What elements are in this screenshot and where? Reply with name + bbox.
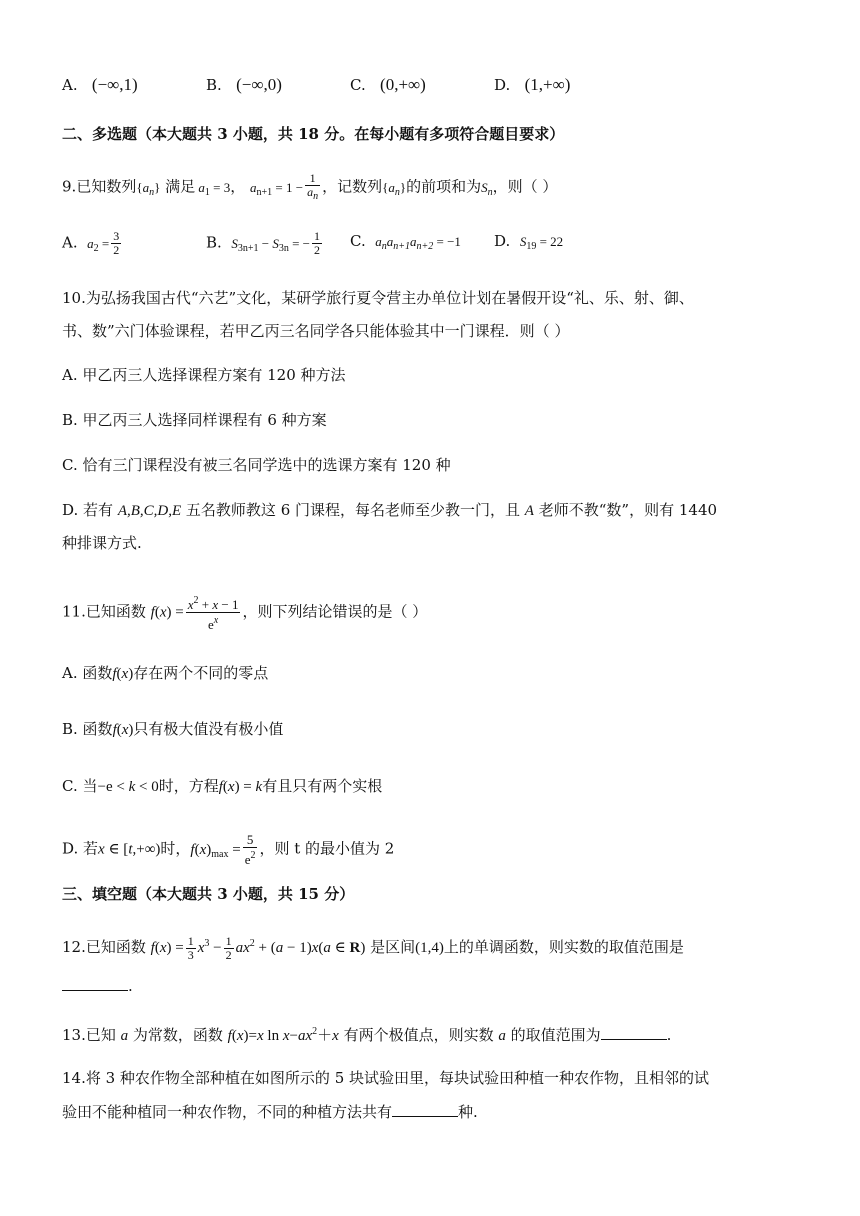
q14-stem-line1: 14.将 3 种农作物全部种植在如图所示的 5 块试验田里，每块试验田种植一种农作物，且相邻的试 <box>62 1069 710 1087</box>
q10-option-d-line2: 种排课方式. <box>62 534 142 552</box>
section-2-title: 二、多选题（本大题共 3 小题，共 18 分。在每小题有多项符合题目要求） <box>62 125 565 143</box>
section-3-title: 三、填空题（本大题共 3 小题，共 15 分） <box>62 885 355 903</box>
q11-option-b: B. 函数f(x)只有极大值没有极小值 <box>62 720 284 738</box>
q14-stem-line2: 验田不能种植同一种农作物，不同的种植方法共有 种. <box>62 1103 478 1121</box>
q13-answer-blank[interactable] <box>601 1025 667 1040</box>
q13-stem: 13.已知 a 为常数，函数 f(x)=x $\ln x-ax^2+x$ 有两个极值点，则实数 a 的取值范围为 . <box>62 1026 672 1044</box>
q10-option-b: B. 甲乙丙三人选择同样课程有 6 种方案 <box>62 411 327 429</box>
q8-option-b: B. (−∞,0) <box>206 75 282 94</box>
q11-option-a: A. 函数f(x)存在两个不同的零点 <box>62 664 269 682</box>
q9-option-d: D. $S_{19} = 22$ <box>494 232 564 252</box>
q12-stem: 12.已知函数 f(x) = $\frac{1}{3}$ $x^3$ − $\frac{1}{2}$ $ax^2 + (a - 1)x(a$ ∈ R) 是区间(1,4)上的单调函数，则实数的取值范围是 <box>62 933 684 962</box>
q10-option-d: D. 若有 A,B,C,D,E 五名教师教这 6 门课程，每名老师至少教一门，且 A 老师不教“数”，则有 1440 <box>62 501 718 519</box>
q8-option-c: C. (0,+∞) <box>350 75 426 94</box>
q11-option-d: D. 若x ∈ [t,+∞)时，$f(x)_{max}$ = $\frac{5}{e^2}$ ，则 t 的最小值为 2 <box>62 832 395 867</box>
q8-option-a: A. (−∞,1) <box>62 75 138 94</box>
q12-answer-line: . <box>62 975 133 997</box>
q10-stem-line2: 书、数”六门体验课程，若甲乙丙三名同学各只能体验其中一门课程．则（ ） <box>62 322 570 340</box>
q14-answer-blank[interactable] <box>392 1102 458 1117</box>
q9-option-b: B. $S_{3n+1} - S_{3n}$ = − $\frac{1}{2}$ <box>206 229 320 257</box>
q10-option-a: A. 甲乙丙三人选择课程方案有 120 种方法 <box>62 366 346 384</box>
q10-option-c: C. 恰有三门课程没有被三名同学选中的选课方案有 120 种 <box>62 456 451 474</box>
q11-stem: 11.已知函数 f(x) = $\frac{x^2 + x - 1}{e^x}$ ，则下列结论错误的是（ ） <box>62 595 428 632</box>
q9-option-c: C. $a_na_{n+1}a_{n+2} = -1$ <box>350 232 461 252</box>
q10-stem-line1: 10.为弘扬我国古代“六艺”文化，某研学旅行夏令营主办单位计划在暑假开设“礼、乐、射、御、 <box>62 289 694 307</box>
q11-option-c: C. 当−e < k < 0时，方程f(x) = k有且只有两个实根 <box>62 777 383 795</box>
q12-answer-blank[interactable] <box>62 976 128 991</box>
q8-option-d: D. (1,+∞) <box>494 75 571 94</box>
q9-stem: 9.已知数列$\{a_n\}$ 满足 $a_1 = 3$， $a_{n+1} = 1$ − $\frac{1}{a_n}$ ，记数列$\{a_n\}$的前项和为$S_n$，则（ ） <box>62 171 558 202</box>
q9-option-a: A. $a_2$ = $\frac{3}{2}$ <box>62 229 120 257</box>
